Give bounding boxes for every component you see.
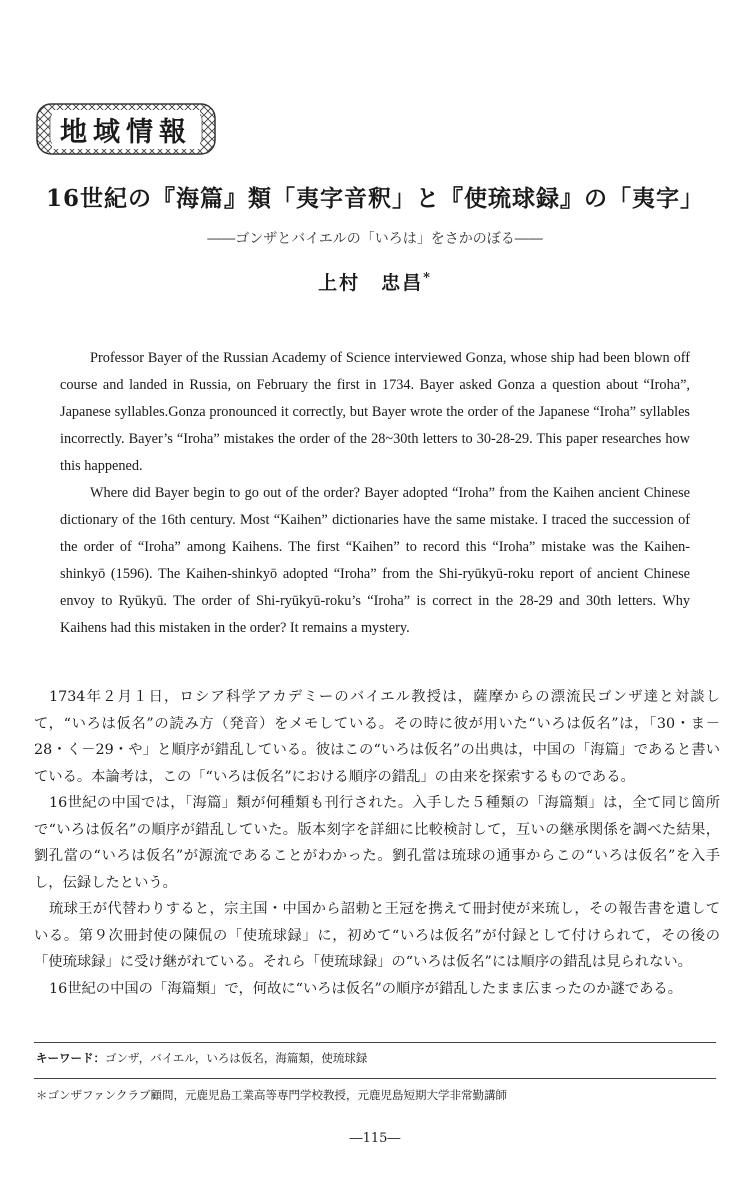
summary-paragraph: 1734年２月１日，ロシア科学アカデミーのバイエル教授は，薩摩からの漂流民ゴンザ達と対談して，“いろは仮名”の読み方（発音）をメモしている。その時に彼が用いた“いろは仮名”は，「30・ま－28・く－29・や」と順序が錯乱している。彼はこの“いろは仮名”の出典は，中国の「海篇」であると書いている。本論考は，この「“いろは仮名”における順序の錯乱」の由来を探索するものである。 bbox=[34, 689, 720, 785]
keywords-text: ゴンザ，バイエル，いろは仮名，海篇類，使琉球録 bbox=[105, 1051, 368, 1065]
section-label: 地域情報 bbox=[52, 110, 200, 149]
author bbox=[0, 268, 750, 295]
keywords bbox=[36, 1050, 716, 1066]
author-footnote-mark: * bbox=[423, 270, 432, 286]
japanese-summary bbox=[34, 684, 720, 1002]
abstract-paragraph: Where did Bayer begin to go out of the order? Bayer adopted “Iroha” from the Kaihen ancient Chinese dictionary of the 16th century. Most “Kaihen” dictionaries have the same mistake. I traced the succession of the order of “Iroha” among Kaihens. The first “Kaihen” to record this “Iroha” mistake was the Kaihen-shinkyō (1596). The Kaihen-shinkyō adopted “Iroha” from the Shi-ryūkyū-roku report of ancient Chinese envoy to Ryūkyū. The order of Shi-ryūkyū-roku’s “Iroha” is correct in the 28-29 and 30th letters. Why Kaihens had this mistaken in the order? It remains a mystery. bbox=[60, 485, 690, 636]
article-title: 16世紀の『海篇』類「夷字音釈」と『使琉球録』の「夷字」 bbox=[45, 185, 704, 212]
section-badge bbox=[36, 103, 216, 155]
author-name: 上村 忠昌 bbox=[318, 272, 424, 294]
divider bbox=[34, 1078, 716, 1079]
keywords-label: キーワード： bbox=[36, 1051, 105, 1065]
author-affiliation: ＊ゴンザファンクラブ顧問，元鹿児島工業高等専門学校教授，元鹿児島短期大学非常勤講師 bbox=[36, 1088, 508, 1102]
english-abstract bbox=[60, 345, 690, 642]
summary-paragraph: 琉球王が代替わりすると，宗主国・中国から詔勅と王冠を携えて冊封使が来琉し，その報告書を遺している。第９次冊封使の陳侃の「使琉球録」に，初めて“いろは仮名”が付録として付けられて，その後の「使琉球録」に受け継がれている。それら「使琉球録」の“いろは仮名”には順序の錯乱は見られない。 bbox=[34, 901, 720, 970]
page-number: ―115― bbox=[349, 1131, 401, 1146]
divider bbox=[34, 1042, 716, 1043]
summary-paragraph: 16世紀の中国の「海篇類」で，何故に“いろは仮名”の順序が錯乱したまま広まったのか謎である。 bbox=[49, 980, 682, 997]
abstract-paragraph: Professor Bayer of the Russian Academy of Science interviewed Gonza, whose ship had been blown off course and landed in Russia, on February the first in 1734. Bayer asked Gonza a question about “Iroha”, Japanese syllables.Gonza pronounced it correctly, but Bayer wrote the order of the Japanese “Iroha” syllables incorrectly. Bayer’s “Iroha” mistakes the order of the 28~30th letters to 30-28-29. This paper researches how this happened. bbox=[60, 350, 690, 474]
summary-paragraph: 16世紀の中国では，「海篇」類が何種類も刊行された。入手した５種類の「海篇類」は，全て同じ箇所で“いろは仮名”の順序が錯乱していた。版本刻字を詳細に比較検討して，互いの継承関係を調べた結果，劉孔當の“いろは仮名”が源流であることがわかった。劉孔當は琉球の通事からこの“いろは仮名”を入手し，伝録したという。 bbox=[34, 795, 720, 891]
article-subtitle: ――ゴンザとバイエルの「いろは」をさかのぼる―― bbox=[207, 231, 543, 247]
